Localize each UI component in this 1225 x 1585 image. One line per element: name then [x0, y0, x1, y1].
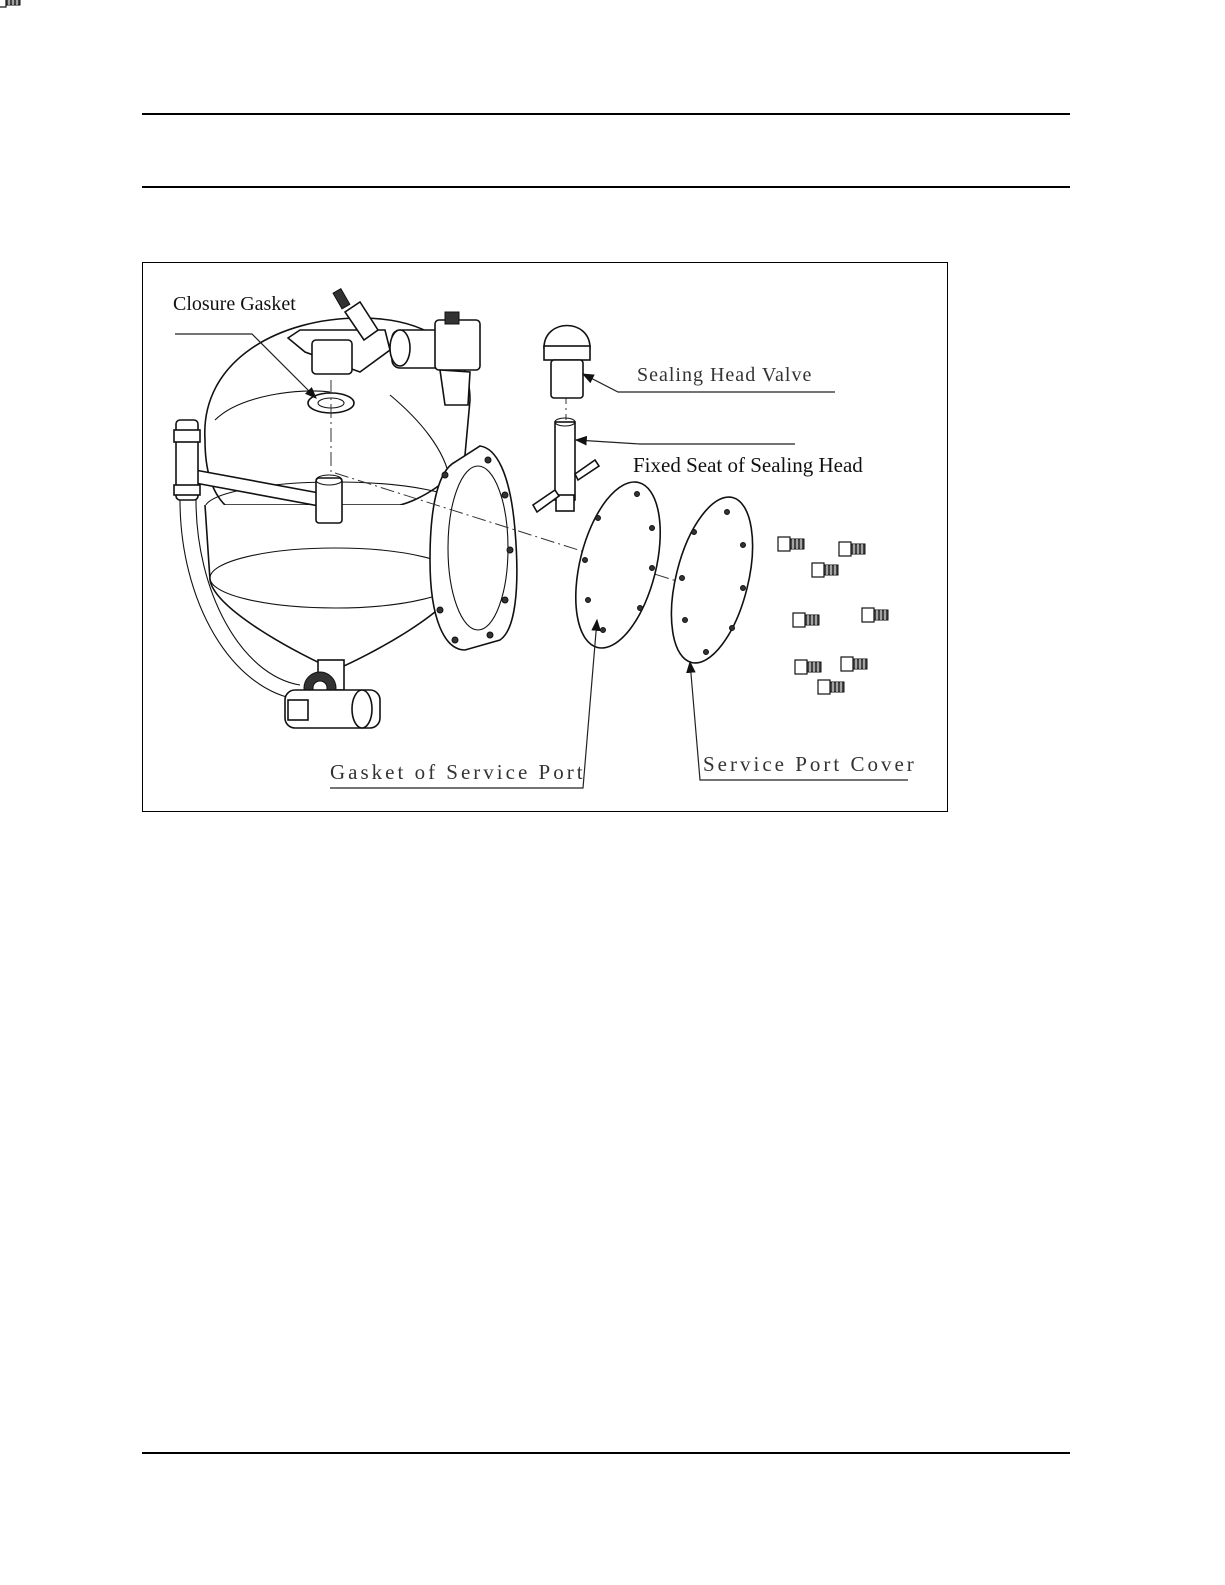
label-closure-gasket: Closure Gasket — [173, 293, 296, 315]
label-sealing-head-valve: Sealing Head Valve — [637, 364, 813, 386]
leader-fixed-seat — [576, 440, 795, 444]
fixed-seat — [533, 418, 599, 512]
sealing-head-valve — [544, 326, 590, 399]
side-flange — [430, 446, 517, 650]
label-gasket-service-port: Gasket of Service Port — [330, 760, 586, 784]
gasket-service-port — [561, 473, 676, 656]
label-service-port-cover: Service Port Cover — [703, 752, 917, 776]
bottom-valve — [285, 660, 380, 728]
label-fixed-seat: Fixed Seat of Sealing Head — [633, 453, 863, 477]
